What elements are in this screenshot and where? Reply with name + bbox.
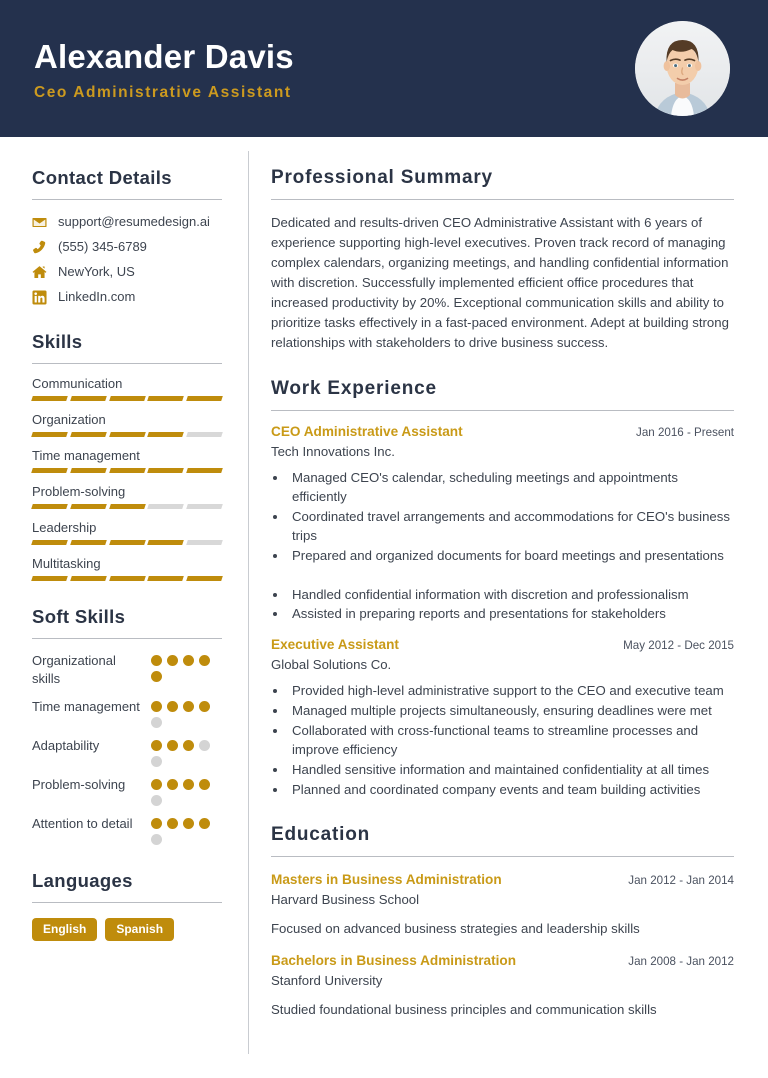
section-education xyxy=(271,824,734,1019)
contact-item-email[interactable] xyxy=(32,214,222,231)
work-entry xyxy=(271,424,734,624)
section-rule xyxy=(32,638,222,639)
skill-bar-segment xyxy=(186,468,222,473)
soft-skill-rating xyxy=(151,815,222,845)
skill-bar-segment xyxy=(186,540,222,545)
rating-dot xyxy=(151,756,162,767)
work-entries xyxy=(271,424,734,799)
rating-dot xyxy=(183,818,194,829)
section-rule xyxy=(271,410,734,411)
rating-dot xyxy=(151,834,162,845)
skill-level-bar xyxy=(32,396,222,401)
section-contact-details xyxy=(32,167,222,306)
skill-bar-segment xyxy=(70,468,106,473)
envelope-icon xyxy=(32,215,47,230)
soft-skill-item xyxy=(32,776,222,806)
skill-bar-segment xyxy=(148,396,184,401)
work-organization: Tech Innovations Inc. xyxy=(271,444,395,460)
contact-list xyxy=(32,214,222,306)
work-date-range: Jan 2016 - Present xyxy=(636,426,734,440)
language-chip[interactable]: Spanish xyxy=(105,918,174,941)
education-note: Studied foundational business principles and communication skills xyxy=(271,1002,657,1018)
section-skills xyxy=(32,331,222,581)
skill-bar-segment xyxy=(70,396,106,401)
soft-skill-rating xyxy=(151,698,222,728)
avatar-illustration xyxy=(635,21,730,116)
section-rule xyxy=(271,856,734,857)
soft-skill-label: Problem-solving xyxy=(32,777,126,793)
language-chip[interactable]: English xyxy=(32,918,97,941)
skill-bar-segment xyxy=(31,432,67,437)
work-bullet: • Managed multiple projects simultaneously, ensuring deadlines were met xyxy=(288,702,734,721)
skill-level-bar xyxy=(32,504,222,509)
soft-skill-rating xyxy=(151,776,222,806)
skill-bar-segment xyxy=(109,432,145,437)
section-title-languages: Languages xyxy=(32,870,133,892)
skill-bar-segment xyxy=(186,576,222,581)
section-rule xyxy=(32,363,222,364)
rating-dot xyxy=(151,701,162,712)
sidebar xyxy=(0,137,248,1078)
skill-bar-segment xyxy=(109,504,145,509)
rating-dot xyxy=(151,779,162,790)
soft-skill-rating xyxy=(151,737,222,767)
section-title-summary: Professional Summary xyxy=(271,167,493,188)
section-soft-skills xyxy=(32,606,222,846)
skill-bar-segment xyxy=(109,540,145,545)
skill-bar-segment xyxy=(148,504,184,509)
soft-skill-label: Adaptability xyxy=(32,738,100,754)
skill-label: Organization xyxy=(32,411,106,427)
skill-bar-segment xyxy=(148,576,184,581)
skill-bar-segment xyxy=(31,396,67,401)
skill-bar-segment xyxy=(31,468,67,473)
section-title-education: Education xyxy=(271,824,371,846)
education-entry xyxy=(271,953,734,1019)
skill-bar-segment xyxy=(109,468,145,473)
rating-dot xyxy=(167,701,178,712)
contact-value-linkedin: LinkedIn.com xyxy=(58,288,136,304)
work-role-title: CEO Administrative Assistant xyxy=(271,424,463,440)
section-work-experience xyxy=(271,378,734,799)
work-entry-header xyxy=(271,424,734,441)
languages-list xyxy=(32,918,222,941)
soft-skill-item xyxy=(32,698,222,728)
rating-dot xyxy=(167,779,178,790)
skill-label: Communication xyxy=(32,375,123,391)
rating-dot xyxy=(199,701,210,712)
work-bullet: • Coordinated travel arrangements and accommodations for CEO's business trips xyxy=(288,508,734,546)
phone-icon xyxy=(32,240,47,255)
education-degree: Bachelors in Business Administration xyxy=(271,953,516,969)
linkedin-icon xyxy=(32,290,47,305)
soft-skill-item xyxy=(32,815,222,845)
section-title-soft-skills: Soft Skills xyxy=(32,605,126,627)
skill-level-bar xyxy=(32,576,222,581)
soft-skill-label: Attention to detail xyxy=(32,816,133,832)
contact-item-location[interactable] xyxy=(32,264,222,281)
avatar xyxy=(635,21,730,116)
work-bullet: • Collaborated with cross-functional teams to streamline processes and improve efficiency xyxy=(288,722,734,760)
home-icon xyxy=(32,265,47,280)
contact-item-phone[interactable] xyxy=(32,239,222,256)
skill-bar-segment xyxy=(70,576,106,581)
soft-skill-rating xyxy=(151,652,222,682)
skills-list xyxy=(32,376,222,581)
rating-dot xyxy=(167,818,178,829)
work-bullet: • Planned and coordinated company events and team building activities xyxy=(288,781,734,800)
section-rule xyxy=(271,199,734,200)
contact-value-location: NewYork, US xyxy=(58,263,135,279)
section-title-skills: Skills xyxy=(32,330,83,352)
skill-bar-segment xyxy=(31,504,67,509)
rating-dot xyxy=(167,655,178,666)
rating-dot xyxy=(199,779,210,790)
section-rule xyxy=(32,902,222,903)
soft-skill-item xyxy=(32,652,222,690)
skill-bar-segment xyxy=(109,576,145,581)
skill-item xyxy=(32,520,222,545)
rating-dot xyxy=(151,740,162,751)
section-title-work: Work Experience xyxy=(271,378,437,400)
rating-dot xyxy=(199,740,210,751)
work-bullet-list xyxy=(288,586,734,625)
contact-item-linkedin[interactable] xyxy=(32,289,222,306)
soft-skill-item xyxy=(32,737,222,767)
rating-dot xyxy=(151,717,162,728)
skill-level-bar xyxy=(32,432,222,437)
work-role-title: Executive Assistant xyxy=(271,637,399,653)
skill-bar-segment xyxy=(186,396,222,401)
work-bullet: • Provided high-level administrative support to the CEO and executive team xyxy=(288,682,734,701)
rating-dot xyxy=(199,655,210,666)
skill-bar-segment xyxy=(186,432,222,437)
rating-dot xyxy=(183,779,194,790)
work-bullet: • Managed CEO's calendar, scheduling meetings and appointments efficiently xyxy=(288,469,734,507)
skill-item xyxy=(32,448,222,473)
skill-level-bar xyxy=(32,468,222,473)
rating-dot xyxy=(167,740,178,751)
skill-label: Problem-solving xyxy=(32,483,126,499)
work-bullet-list xyxy=(288,682,734,799)
skill-bar-segment xyxy=(148,468,184,473)
soft-skill-label: Organizational skills xyxy=(32,652,116,687)
summary-text: Dedicated and results-driven CEO Administrative Assistant with 6 years of experience supporting high-level executives. Proven track record of managing complex calendars, organizing meetings, and handling confidential information with discretion. Successfully implemented efficient office procedures that increased productivity by 20%. Exceptional communication skills and ability to prioritize tasks effectively in a fast-paced environment. Adept at building strong relationships with stakeholders to drive business success. xyxy=(271,215,729,351)
soft-skills-list xyxy=(32,652,222,846)
rating-dot xyxy=(199,818,210,829)
education-date-range: Jan 2008 - Jan 2012 xyxy=(628,955,734,969)
skill-bar-segment xyxy=(70,504,106,509)
section-rule xyxy=(32,199,222,200)
skill-bar-segment xyxy=(31,540,67,545)
rating-dot xyxy=(151,818,162,829)
education-entry-header xyxy=(271,872,734,889)
main-column xyxy=(249,137,768,1078)
skill-item xyxy=(32,412,222,437)
rating-dot xyxy=(183,655,194,666)
resume-body xyxy=(0,137,768,1078)
work-organization: Global Solutions Co. xyxy=(271,657,392,673)
skill-bar-segment xyxy=(109,396,145,401)
skill-bar-segment xyxy=(148,540,184,545)
rating-dot xyxy=(183,740,194,751)
skill-bar-segment xyxy=(70,540,106,545)
work-date-range: May 2012 - Dec 2015 xyxy=(623,639,734,653)
rating-dot xyxy=(151,795,162,806)
section-professional-summary xyxy=(271,167,734,353)
work-bullet: • Prepared and organized documents for board meetings and presentations xyxy=(288,547,734,566)
soft-skill-label: Time management xyxy=(32,699,140,715)
education-degree: Masters in Business Administration xyxy=(271,872,502,888)
skill-label: Multitasking xyxy=(32,555,101,571)
bullet-group-gap xyxy=(271,567,734,578)
work-bullet: • Handled sensitive information and maintained confidentiality at all times xyxy=(288,761,734,780)
education-school: Stanford University xyxy=(271,973,383,989)
education-entry xyxy=(271,872,734,938)
rating-dot xyxy=(183,701,194,712)
contact-value-phone: (555) 345-6789 xyxy=(58,238,147,254)
rating-dot xyxy=(151,671,162,682)
work-entry xyxy=(271,637,734,799)
skill-bar-segment xyxy=(31,576,67,581)
skill-bar-segment xyxy=(70,432,106,437)
header-text-block xyxy=(34,35,294,103)
education-school: Harvard Business School xyxy=(271,892,420,908)
work-bullet-list xyxy=(288,469,734,565)
work-bullet: • Handled confidential information with discretion and professionalism xyxy=(288,586,734,605)
candidate-name: Alexander Davis xyxy=(34,37,294,75)
skill-level-bar xyxy=(32,540,222,545)
section-title-contact: Contact Details xyxy=(32,167,172,188)
contact-value-email: support@resumedesign.ai xyxy=(58,214,210,229)
education-entry-header xyxy=(271,953,734,970)
education-entries xyxy=(271,872,734,1019)
skill-item xyxy=(32,484,222,509)
work-bullet: • Assisted in preparing reports and presentations for stakeholders xyxy=(288,605,734,624)
skill-label: Leadership xyxy=(32,519,97,535)
resume-header xyxy=(0,0,768,137)
section-languages xyxy=(32,870,222,941)
education-date-range: Jan 2012 - Jan 2014 xyxy=(628,874,734,888)
skill-label: Time management xyxy=(32,447,140,463)
rating-dot xyxy=(151,655,162,666)
candidate-job-title: Ceo Administrative Assistant xyxy=(34,84,292,102)
skill-bar-segment xyxy=(148,432,184,437)
education-note: Focused on advanced business strategies and leadership skills xyxy=(271,921,640,937)
skill-item xyxy=(32,556,222,581)
skill-item xyxy=(32,376,222,401)
work-entry-header xyxy=(271,637,734,654)
skill-bar-segment xyxy=(186,504,222,509)
